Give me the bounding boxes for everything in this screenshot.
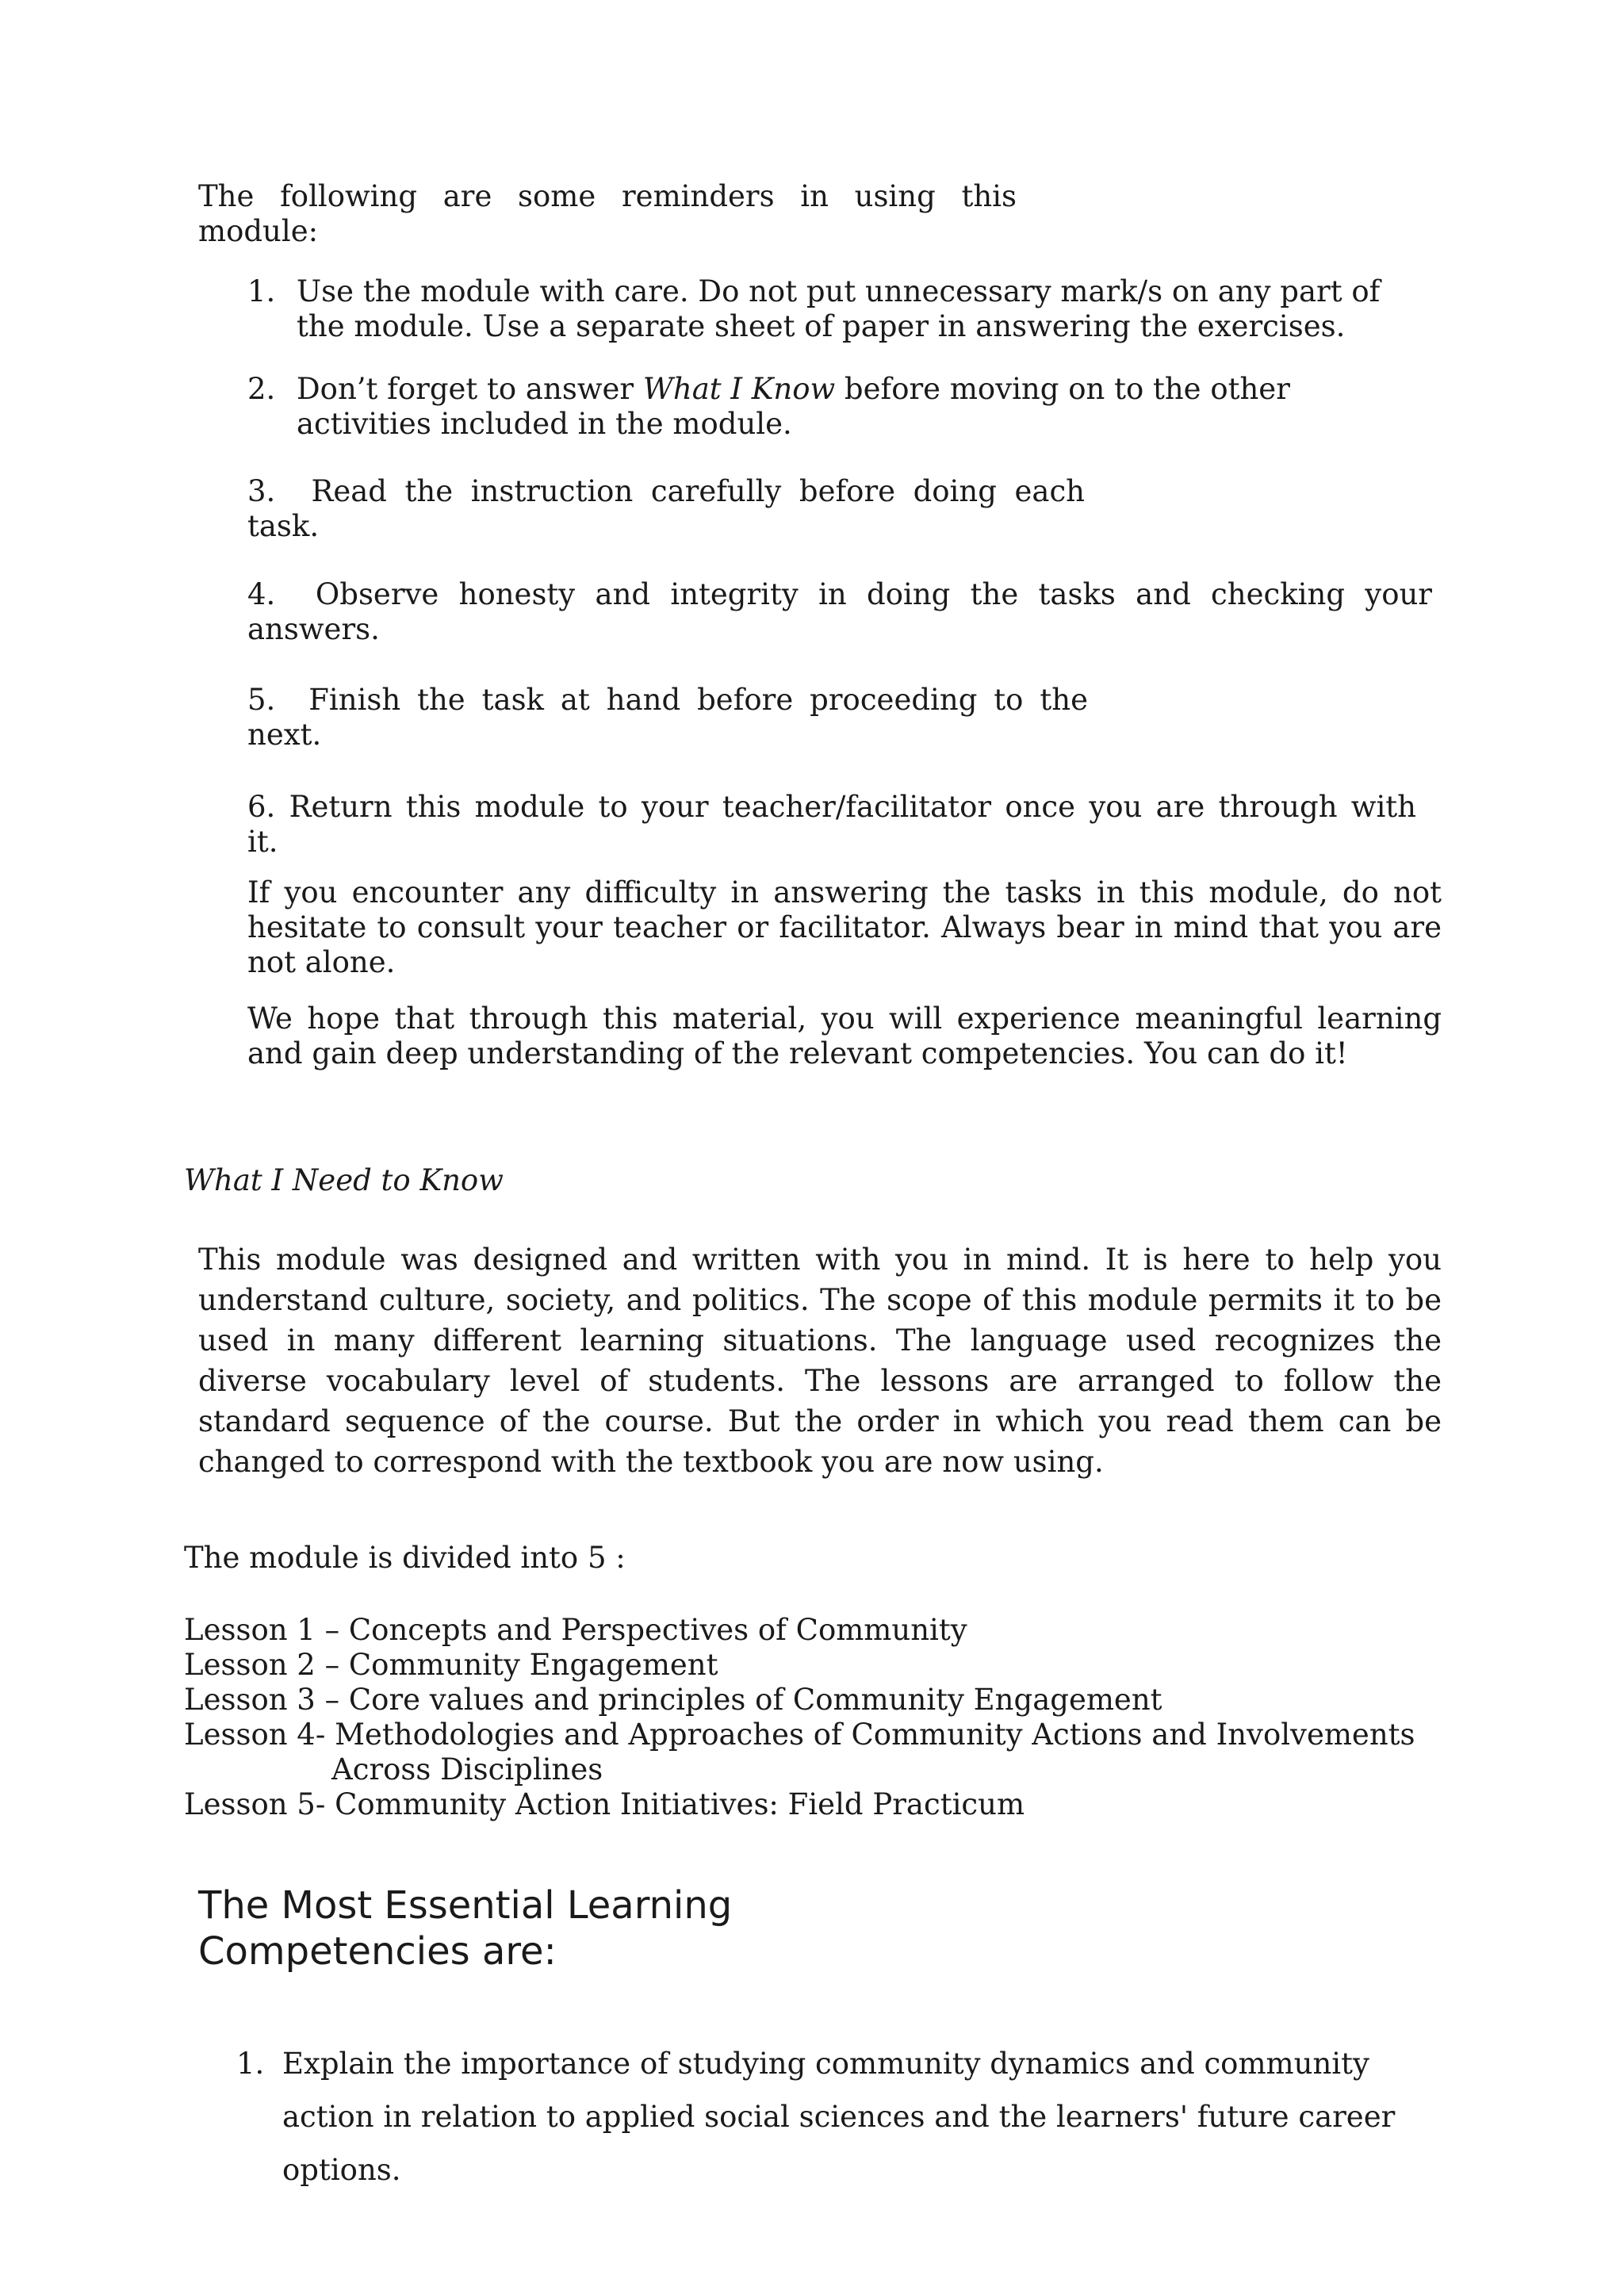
need-to-know-paragraph bbox=[198, 1239, 1442, 1482]
competencies-heading-line2: Competencies are: bbox=[198, 1929, 557, 1974]
reminder-number: 5. bbox=[247, 683, 276, 717]
lesson-item: Lesson 3 – Core values and principles of Community Engagement bbox=[184, 1683, 1162, 1717]
lesson-item: Lesson 4- Methodologies and Approaches of Community Actions and Involvements bbox=[184, 1718, 1415, 1752]
reminder-number: 2. bbox=[247, 372, 276, 406]
reminder-number: 6. bbox=[247, 790, 276, 824]
module-divided-text: The module is divided into 5 : bbox=[184, 1541, 626, 1575]
reminder-text-line1 bbox=[247, 474, 1085, 509]
paragraph-line: standard sequence of the course. But the order in which you read them can be bbox=[198, 1404, 1442, 1438]
competency-number: 1. bbox=[236, 2047, 265, 2081]
competency-text-line: Explain the importance of studying community dynamics and community bbox=[282, 2047, 1369, 2081]
reminder-text: Read the instruction carefully before doing each bbox=[311, 474, 1085, 508]
reminder-text-line1 bbox=[247, 683, 1088, 718]
reminder-text-line2: activities included in the module. bbox=[297, 407, 792, 441]
competency-text-line: action in relation to applied social sciences and the learners' future career bbox=[282, 2100, 1396, 2134]
reminder-number: 1. bbox=[247, 274, 276, 308]
what-i-need-to-know-heading: What I Need to Know bbox=[184, 1163, 504, 1197]
reminder-text-line2: the module. Use a separate sheet of paper in answering the exercises. bbox=[297, 309, 1346, 343]
reminder-number: 3. bbox=[247, 474, 276, 508]
lesson-item: Lesson 1 – Concepts and Perspectives of Community bbox=[184, 1613, 967, 1647]
difficulty-paragraph: If you encounter any difficulty in answering the tasks in this module, do not hesitate to consult your teacher or facilitator. Always bear in mind that you are not alone. bbox=[247, 875, 1442, 979]
lesson-list bbox=[184, 1613, 1415, 1822]
what-i-know-italic: What I Know bbox=[642, 372, 836, 406]
reminder-text-line2: answers. bbox=[247, 612, 380, 646]
reminder-text: Return this module to your teacher/facilitator once you are through with bbox=[289, 790, 1416, 824]
paragraph-line: changed to correspond with the textbook you are now using. bbox=[198, 1445, 1104, 1479]
lesson-item: Lesson 2 – Community Engagement bbox=[184, 1648, 718, 1682]
competencies-heading-line1: The Most Essential Learning bbox=[198, 1883, 733, 1928]
reminder-text-line1: Use the module with care. Do not put unnecessary mark/s on any part of bbox=[297, 274, 1381, 308]
reminders-intro-line2: module: bbox=[198, 214, 319, 248]
reminder-item-6 bbox=[247, 790, 1416, 860]
reminder-text-line2: it. bbox=[247, 825, 278, 859]
reminder-number: 4. bbox=[247, 577, 276, 611]
reminder-item-4 bbox=[247, 577, 1432, 647]
reminder-text-post: before moving on to the other bbox=[835, 372, 1290, 406]
reminder-item-3 bbox=[247, 474, 1085, 544]
lesson-item: Lesson 5- Community Action Initiatives: Field Practicum bbox=[184, 1787, 1025, 1821]
paragraph-line: understand culture, society, and politics. The scope of this module permits it to be bbox=[198, 1283, 1442, 1317]
competencies-heading bbox=[198, 1882, 732, 1974]
reminder-text: Observe honesty and integrity in doing the tasks and checking your bbox=[315, 577, 1432, 611]
reminder-text-line2: task. bbox=[247, 509, 320, 543]
reminder-text: Finish the task at hand before proceeding to the bbox=[308, 683, 1088, 717]
reminder-text-line1 bbox=[297, 372, 1290, 407]
reminder-item-5 bbox=[247, 683, 1088, 753]
reminder-text-pre: Don’t forget to answer bbox=[297, 372, 643, 406]
reminder-text-line2: next. bbox=[247, 718, 322, 752]
paragraph-line: diverse vocabulary level of students. The lessons are arranged to follow the bbox=[198, 1364, 1442, 1398]
reminders-intro bbox=[198, 179, 1017, 249]
reminder-text-line1 bbox=[247, 577, 1432, 612]
paragraph-line: This module was designed and written with you in mind. It is here to help you bbox=[198, 1243, 1442, 1277]
lesson-item-continuation: Across Disciplines bbox=[331, 1752, 603, 1787]
paragraph-line: used in many different learning situations. The language used recognizes the bbox=[198, 1323, 1442, 1358]
reminders-intro-line1: The following are some reminders in using this bbox=[198, 179, 1017, 213]
hope-paragraph: We hope that through this material, you will experience meaningful learning and gain deep understanding of the relevant competencies. You can do it! bbox=[247, 1001, 1442, 1070]
reminder-text-line1 bbox=[247, 790, 1416, 825]
competency-text-line: options. bbox=[282, 2153, 401, 2187]
